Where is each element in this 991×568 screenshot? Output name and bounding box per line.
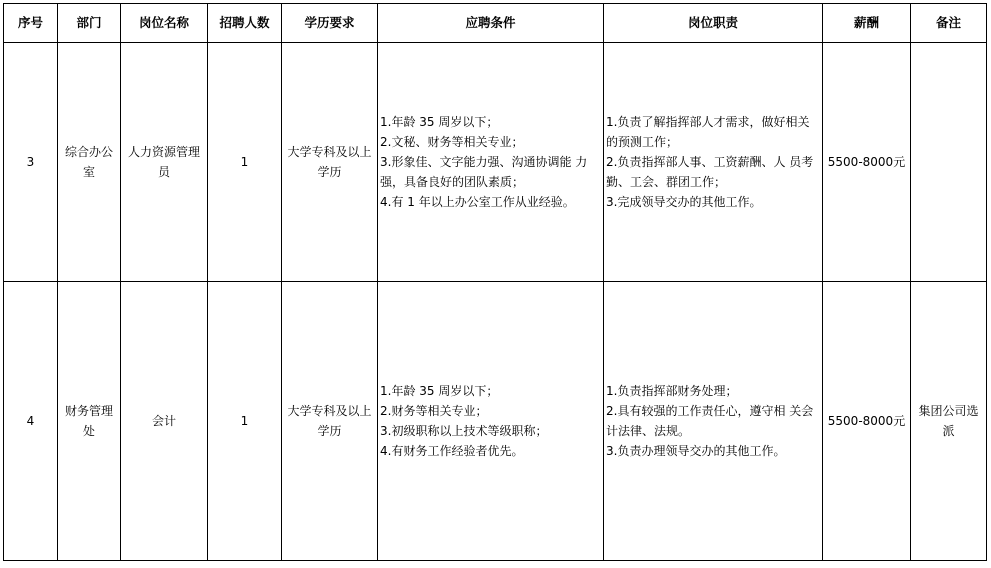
requirement-line: 3.形象佳、文字能力强、沟通协调能 力强，具备良好的团队素质； xyxy=(380,155,588,189)
cell-note: 集团公司选派 xyxy=(911,282,987,561)
duty-line: 3.完成领导交办的其他工作。 xyxy=(606,195,762,209)
cell-position: 人力资源管理员 xyxy=(121,43,208,282)
cell-count: 1 xyxy=(208,282,282,561)
cell-note xyxy=(911,43,987,282)
cell-position: 会计 xyxy=(121,282,208,561)
requirement-line: 1.年龄 35 周岁以下； xyxy=(380,384,499,398)
cell-no: 3 xyxy=(4,43,58,282)
requirement-line: 3.初级职称以上技术等级职称； xyxy=(380,424,548,438)
duty-line: 1.负责指挥部财务处理； xyxy=(606,384,738,398)
header-dept: 部门 xyxy=(58,4,121,43)
table-row xyxy=(4,43,987,282)
recruitment-table xyxy=(3,3,987,561)
cell-duties xyxy=(604,43,823,282)
requirement-line: 2.文秘、财务等相关专业； xyxy=(380,135,524,149)
header-duties: 岗位职责 xyxy=(604,4,823,43)
cell-education: 大学专科及以上学历 xyxy=(282,282,378,561)
header-row xyxy=(4,4,987,43)
cell-no: 4 xyxy=(4,282,58,561)
duty-line: 2.负责指挥部人事、工资薪酬、人 员考勤、工会、群团工作； xyxy=(606,155,814,189)
requirement-line: 2.财务等相关专业； xyxy=(380,404,488,418)
cell-count: 1 xyxy=(208,43,282,282)
table-row xyxy=(4,282,987,561)
header-salary: 薪酬 xyxy=(823,4,911,43)
header-requirements: 应聘条件 xyxy=(378,4,604,43)
cell-dept: 综合办公室 xyxy=(58,43,121,282)
cell-education: 大学专科及以上学历 xyxy=(282,43,378,282)
duty-line: 1.负责了解指挥部人才需求，做好相关的预测工作； xyxy=(606,115,810,149)
header-position: 岗位名称 xyxy=(121,4,208,43)
requirement-line: 4.有财务工作经验者优先。 xyxy=(380,444,524,458)
header-education: 学历要求 xyxy=(282,4,378,43)
cell-duties xyxy=(604,282,823,561)
cell-salary: 5500-8000元 xyxy=(823,282,911,561)
header-count: 招聘人数 xyxy=(208,4,282,43)
duty-line: 3.负责办理领导交办的其他工作。 xyxy=(606,444,786,458)
cell-requirements xyxy=(378,282,604,561)
header-no: 序号 xyxy=(4,4,58,43)
cell-dept: 财务管理处 xyxy=(58,282,121,561)
cell-salary: 5500-8000元 xyxy=(823,43,911,282)
cell-requirements xyxy=(378,43,604,282)
header-note: 备注 xyxy=(911,4,987,43)
requirement-line: 1.年龄 35 周岁以下； xyxy=(380,115,499,129)
requirement-line: 4.有 1 年以上办公室工作从业经验。 xyxy=(380,195,575,209)
duty-line: 2.具有较强的工作责任心，遵守相 关会计法律、法规。 xyxy=(606,404,814,438)
